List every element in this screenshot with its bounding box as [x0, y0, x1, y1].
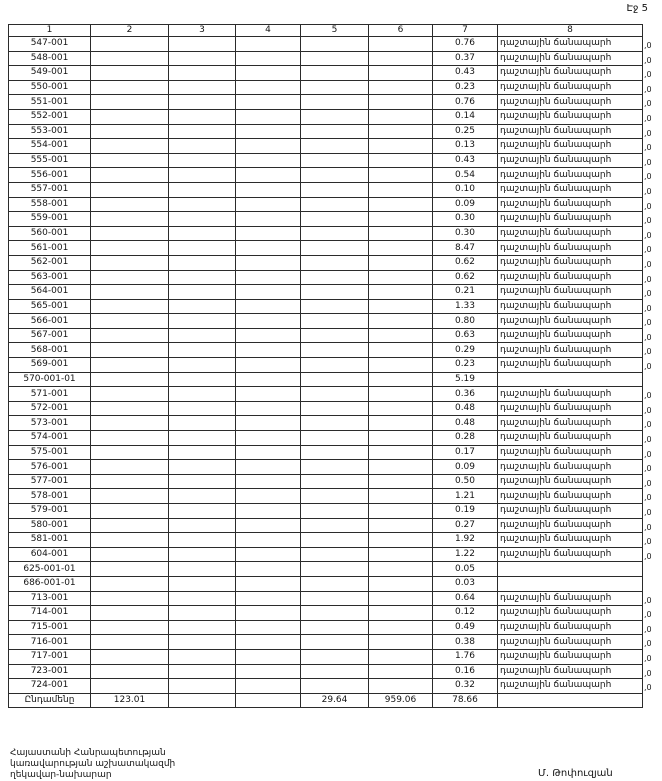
land-type-text: դաշտային ճանապարհ [500, 592, 612, 603]
cell-parcel-code: 554-001 [9, 139, 91, 154]
cell-land-type [498, 51, 652, 66]
table-row [9, 51, 643, 66]
total-col6: 959.06 [369, 693, 433, 708]
land-type-text: դաշտային ճանապարհ [500, 257, 612, 268]
cell-parcel-code: 574-001 [9, 431, 91, 446]
cell-area-value: 0.16 [433, 664, 498, 679]
cell-land-type [498, 416, 652, 431]
cell-parcel-code: 576-001 [9, 460, 91, 475]
margin-mark: ,0 [644, 303, 652, 313]
table-row [9, 37, 643, 52]
land-type-text: դաշտային ճանապարհ [500, 82, 612, 93]
margin-mark: ,0 [644, 391, 652, 401]
cell-area-value: 0.23 [433, 80, 498, 95]
page-number-label: Էջ 5 [626, 3, 648, 14]
margin-mark: ,0 [644, 639, 652, 649]
table-row [9, 270, 643, 285]
cell-land-type [498, 606, 652, 621]
cell-land-type [498, 504, 652, 519]
cell-area-value: 0.30 [433, 226, 498, 241]
cell-land-type [498, 37, 652, 52]
cell-parcel-code: 579-001 [9, 504, 91, 519]
cell-area-value: 0.27 [433, 518, 498, 533]
margin-mark: ,0 [644, 405, 652, 415]
cell-area-value: 0.03 [433, 576, 498, 591]
cell-land-type [498, 562, 643, 577]
header-col-2: 2 [91, 25, 169, 37]
land-type-text: դաշտային ճանապարհ [500, 213, 612, 224]
table-row [9, 299, 643, 314]
cell-land-type [498, 474, 652, 489]
cell-area-value: 0.64 [433, 591, 498, 606]
land-type-text: դաշտային ճանապարհ [500, 476, 612, 487]
header-col-4: 4 [236, 25, 301, 37]
cell-parcel-code: 565-001 [9, 299, 91, 314]
cell-parcel-code: 550-001 [9, 80, 91, 95]
land-type-text: դաշտային ճանապարհ [500, 198, 612, 209]
cell-parcel-code: 563-001 [9, 270, 91, 285]
margin-mark: ,0 [644, 464, 652, 474]
margin-mark: ,0 [644, 99, 652, 109]
cell-land-type [498, 109, 652, 124]
cell-parcel-code: 553-001 [9, 124, 91, 139]
table-row [9, 343, 643, 358]
cell-area-value: 8.47 [433, 241, 498, 256]
cell-land-type [498, 372, 643, 387]
cell-parcel-code: 567-001 [9, 328, 91, 343]
cell-land-type [498, 401, 652, 416]
cell-area-value: 0.10 [433, 182, 498, 197]
cell-land-type [498, 576, 643, 591]
cell-land-type [498, 664, 652, 679]
table-row [9, 679, 643, 694]
land-type-text: դաշտային ճանապարհ [500, 125, 612, 136]
table-header-row [9, 25, 643, 37]
land-type-text: դաշտային ճանապարհ [500, 344, 612, 355]
table-row [9, 182, 643, 197]
land-type-text: դաշտային ճանապարհ [500, 315, 612, 326]
land-type-text: դաշտային ճանապարհ [500, 665, 612, 676]
margin-mark: ,0 [644, 508, 652, 517]
table-row [9, 431, 643, 446]
cell-area-value: 0.21 [433, 285, 498, 300]
cell-area-value: 0.36 [433, 387, 498, 402]
land-type-text: դաշտային ճանապարհ [500, 651, 612, 662]
table-row [9, 387, 643, 402]
cell-area-value: 0.30 [433, 212, 498, 227]
cell-area-value: 0.43 [433, 66, 498, 81]
total-col2: 123.01 [91, 693, 169, 708]
cell-area-value: 0.54 [433, 168, 498, 183]
cell-land-type [498, 255, 652, 270]
cell-land-type [498, 635, 652, 650]
land-type-text: դաշտային ճանապարհ [500, 519, 612, 530]
land-type-text: դաշտային ճանապարհ [500, 505, 612, 516]
cell-parcel-code: 562-001 [9, 255, 91, 270]
cell-parcel-code: 686-001-01 [9, 576, 91, 591]
cell-area-value: 0.14 [433, 109, 498, 124]
cell-parcel-code: 573-001 [9, 416, 91, 431]
cell-parcel-code: 717-001 [9, 649, 91, 664]
cell-area-value: 0.29 [433, 343, 498, 358]
cell-parcel-code: 625-001-01 [9, 562, 91, 577]
land-type-text: դաշտային ճանապարհ [500, 228, 612, 239]
table-row [9, 504, 643, 519]
cell-area-value: 0.48 [433, 401, 498, 416]
cell-parcel-code: 558-001 [9, 197, 91, 212]
cell-land-type [498, 168, 652, 183]
cell-land-type [498, 285, 652, 300]
cell-land-type [498, 679, 652, 694]
cell-area-value: 1.22 [433, 547, 498, 562]
margin-mark: ,0 [644, 201, 652, 211]
cell-land-type [498, 139, 652, 154]
cell-land-type [498, 241, 652, 256]
cell-area-value: 1.21 [433, 489, 498, 504]
cell-land-type [498, 489, 652, 504]
cell-area-value: 0.38 [433, 635, 498, 650]
header-col-3: 3 [169, 25, 236, 37]
land-type-text: դաշտային ճանապարհ [500, 359, 612, 370]
margin-mark: ,0 [644, 420, 652, 430]
margin-mark: ,0 [644, 522, 652, 532]
cell-area-value: 0.49 [433, 620, 498, 635]
table-row [9, 562, 643, 577]
cell-land-type [498, 591, 652, 606]
total-label: Ընդամենը [9, 693, 91, 708]
cell-land-type [498, 358, 652, 373]
cell-parcel-code: 569-001 [9, 358, 91, 373]
margin-mark: ,0 [644, 551, 652, 561]
cell-parcel-code: 568-001 [9, 343, 91, 358]
cell-land-type [498, 66, 652, 81]
margin-mark: ,0 [644, 55, 652, 65]
cell-parcel-code: 559-001 [9, 212, 91, 227]
margin-mark: ,0 [644, 332, 652, 342]
cell-area-value: 0.76 [433, 37, 498, 52]
table-row [9, 358, 643, 373]
land-type-text: դաշտային ճանապարհ [500, 169, 612, 180]
cell-area-value: 0.50 [433, 474, 498, 489]
signature-name: Մ. Թոփուզյան [538, 768, 613, 779]
table-row [9, 460, 643, 475]
cell-area-value: 0.09 [433, 460, 498, 475]
cell-parcel-code: 552-001 [9, 109, 91, 124]
margin-mark: ,0 [644, 449, 652, 459]
land-type-text: դաշտային ճանապարհ [500, 96, 612, 107]
table-row [9, 533, 643, 548]
land-type-text: դաշտային ճանապարհ [500, 184, 612, 195]
land-type-text: դաշտային ճանապարհ [500, 446, 612, 457]
margin-mark: ,0 [644, 595, 652, 605]
table-row [9, 314, 643, 329]
header-col-5: 5 [301, 25, 369, 37]
cell-parcel-code: 604-001 [9, 547, 91, 562]
table-row [9, 109, 643, 124]
cell-area-value: 0.19 [433, 504, 498, 519]
table-row [9, 445, 643, 460]
table-row [9, 80, 643, 95]
cell-area-value: 0.13 [433, 139, 498, 154]
cell-parcel-code: 566-001 [9, 314, 91, 329]
header-col-7: 7 [433, 25, 498, 37]
land-type-text: դաշտային ճանապարհ [500, 432, 612, 443]
cell-parcel-code: 575-001 [9, 445, 91, 460]
cell-land-type [498, 328, 652, 343]
table-row [9, 620, 643, 635]
cell-area-value: 0.62 [433, 255, 498, 270]
table-row [9, 591, 643, 606]
cell-parcel-code: 714-001 [9, 606, 91, 621]
cell-area-value: 0.28 [433, 431, 498, 446]
margin-mark: ,0 [644, 70, 652, 80]
margin-mark: ,0 [644, 289, 652, 299]
table-row [9, 547, 643, 562]
cell-area-value: 0.09 [433, 197, 498, 212]
land-type-text: դաշտային ճանապարհ [500, 300, 612, 311]
margin-mark: ,0 [644, 478, 652, 488]
margin-mark: ,0 [644, 84, 652, 94]
table-row [9, 649, 643, 664]
margin-mark: ,0 [644, 259, 652, 269]
land-type-text: դաշտային ճանապարհ [500, 549, 612, 560]
cell-land-type [498, 226, 652, 241]
margin-mark: ,0 [644, 128, 652, 138]
cell-parcel-code: 713-001 [9, 591, 91, 606]
table-row [9, 372, 643, 387]
cell-parcel-code: 581-001 [9, 533, 91, 548]
margin-mark: ,0 [644, 245, 652, 255]
cell-parcel-code: 564-001 [9, 285, 91, 300]
table-row [9, 489, 643, 504]
header-col-6: 6 [369, 25, 433, 37]
cell-land-type [498, 387, 652, 402]
footer-line-3: ղեկավար-նախարար [10, 770, 112, 780]
margin-mark: ,0 [644, 113, 652, 123]
table-body [9, 25, 652, 708]
table-row [9, 124, 643, 139]
footer-signatory-block [10, 748, 175, 781]
cell-parcel-code: 557-001 [9, 182, 91, 197]
cell-parcel-code: 548-001 [9, 51, 91, 66]
margin-mark: ,0 [644, 653, 652, 663]
cell-land-type [498, 124, 652, 139]
cell-parcel-code: 716-001 [9, 635, 91, 650]
cell-land-type [498, 212, 652, 227]
land-type-text: դաշտային ճանապարհ [500, 67, 612, 78]
table-row [9, 168, 643, 183]
cell-parcel-code: 715-001 [9, 620, 91, 635]
cell-area-value: 0.62 [433, 270, 498, 285]
table-row [9, 664, 643, 679]
cell-land-type [498, 431, 652, 446]
cell-area-value: 0.76 [433, 95, 498, 110]
cell-land-type [498, 270, 652, 285]
land-type-text: դաշտային ճանապարհ [500, 271, 612, 282]
margin-mark: ,0 [644, 186, 652, 196]
margin-mark: ,0 [644, 683, 652, 693]
table-row [9, 139, 643, 154]
margin-mark: ,0 [644, 157, 652, 167]
land-type-text: դաշտային ճանապարհ [500, 403, 612, 414]
table-row [9, 474, 643, 489]
cell-area-value: 1.33 [433, 299, 498, 314]
land-type-text: դաշտային ճանապարհ [500, 111, 612, 122]
land-type-text: դաշտային ճանապարհ [500, 242, 612, 253]
cell-land-type [498, 460, 652, 475]
margin-mark: ,0 [644, 318, 652, 328]
margin-mark: ,0 [644, 668, 652, 678]
table-row [9, 606, 643, 621]
cell-parcel-code: 572-001 [9, 401, 91, 416]
margin-mark: ,0 [644, 347, 652, 357]
margin-mark: ,0 [644, 172, 652, 182]
cell-land-type [498, 343, 652, 358]
cell-parcel-code: 577-001 [9, 474, 91, 489]
margin-mark: ,0 [644, 143, 652, 153]
cell-parcel-code: 560-001 [9, 226, 91, 241]
land-type-text: դաշտային ճանապարհ [500, 330, 612, 341]
cell-parcel-code: 551-001 [9, 95, 91, 110]
table-row [9, 255, 643, 270]
cell-land-type [498, 533, 652, 548]
margin-mark: ,0 [644, 624, 652, 634]
land-parcel-table [8, 24, 652, 708]
margin-mark: ,0 [644, 274, 652, 284]
total-col5: 29.64 [301, 693, 369, 708]
cell-parcel-code: 724-001 [9, 679, 91, 694]
cell-area-value: 0.63 [433, 328, 498, 343]
footer-line-2: կառավարության աշխատակազմի [10, 759, 176, 769]
cell-parcel-code: 555-001 [9, 153, 91, 168]
cell-area-value: 0.48 [433, 416, 498, 431]
total-row [9, 693, 643, 708]
cell-area-value: 0.23 [433, 358, 498, 373]
margin-mark: ,0 [644, 41, 652, 50]
cell-parcel-code: 580-001 [9, 518, 91, 533]
cell-parcel-code: 556-001 [9, 168, 91, 183]
table-row [9, 285, 643, 300]
margin-mark: ,0 [644, 610, 652, 620]
cell-area-value: 1.76 [433, 649, 498, 664]
cell-area-value: 0.12 [433, 606, 498, 621]
table-row [9, 328, 643, 343]
table-row [9, 212, 643, 227]
margin-mark: ,0 [644, 216, 652, 226]
cell-parcel-code: 547-001 [9, 37, 91, 52]
land-type-text: դաշտային ճանապարհ [500, 52, 612, 63]
margin-mark: ,0 [644, 362, 652, 372]
cell-area-value: 0.17 [433, 445, 498, 460]
land-type-text: դաշտային ճանապարհ [500, 680, 612, 691]
cell-area-value: 5.19 [433, 372, 498, 387]
margin-mark: ,0 [644, 435, 652, 445]
cell-parcel-code: 561-001 [9, 241, 91, 256]
cell-parcel-code: 570-001-01 [9, 372, 91, 387]
cell-land-type [498, 153, 652, 168]
cell-area-value: 0.32 [433, 679, 498, 694]
land-type-text: դաշտային ճանապարհ [500, 388, 612, 399]
header-col-1: 1 [9, 25, 91, 37]
cell-land-type [498, 197, 652, 212]
table-row [9, 66, 643, 81]
land-type-text: դաշտային ճանապարհ [500, 636, 612, 647]
table-row [9, 95, 643, 110]
cell-land-type [498, 95, 652, 110]
footer-line-1: Հայաստանի Հանրապետության [10, 748, 166, 758]
cell-area-value: 0.37 [433, 51, 498, 66]
land-type-text: դաշտային ճանապարհ [500, 140, 612, 151]
land-type-text: դաշտային ճանապարհ [500, 286, 612, 297]
cell-land-type [498, 620, 652, 635]
land-type-text: դաշտային ճանապարհ [500, 155, 612, 166]
margin-mark: ,0 [644, 537, 652, 547]
land-type-text: դաշտային ճանապարհ [500, 622, 612, 633]
cell-land-type [498, 649, 652, 664]
cell-land-type [498, 80, 652, 95]
table-row [9, 153, 643, 168]
margin-mark: ,0 [644, 230, 652, 240]
land-type-text: դաշտային ճանապարհ [500, 490, 612, 501]
cell-area-value: 0.43 [433, 153, 498, 168]
table-row [9, 226, 643, 241]
cell-land-type [498, 518, 652, 533]
table-row [9, 241, 643, 256]
table-row [9, 197, 643, 212]
cell-parcel-code: 549-001 [9, 66, 91, 81]
cell-parcel-code: 571-001 [9, 387, 91, 402]
cell-area-value: 1.92 [433, 533, 498, 548]
total-col7: 78.66 [433, 693, 498, 708]
table-row [9, 635, 643, 650]
header-col-8: 8 [498, 25, 643, 37]
table-row [9, 416, 643, 431]
cell-land-type [498, 547, 652, 562]
cell-area-value: 0.80 [433, 314, 498, 329]
table-row [9, 401, 643, 416]
cell-land-type [498, 314, 652, 329]
cell-parcel-code: 578-001 [9, 489, 91, 504]
cell-land-type [498, 182, 652, 197]
land-type-text: դաշտային ճանապարհ [500, 38, 612, 49]
cell-area-value: 0.25 [433, 124, 498, 139]
land-type-text: դաշտային ճանապարհ [500, 417, 612, 428]
cell-area-value: 0.05 [433, 562, 498, 577]
cell-land-type [498, 299, 652, 314]
land-type-text: դաշտային ճանապարհ [500, 461, 612, 472]
margin-mark: ,0 [644, 493, 652, 503]
cell-parcel-code: 723-001 [9, 664, 91, 679]
table-row [9, 518, 643, 533]
land-type-text: դաշտային ճանապարհ [500, 534, 612, 545]
table-row [9, 576, 643, 591]
cell-land-type [498, 445, 652, 460]
land-type-text: դաշտային ճանապարհ [500, 607, 612, 618]
